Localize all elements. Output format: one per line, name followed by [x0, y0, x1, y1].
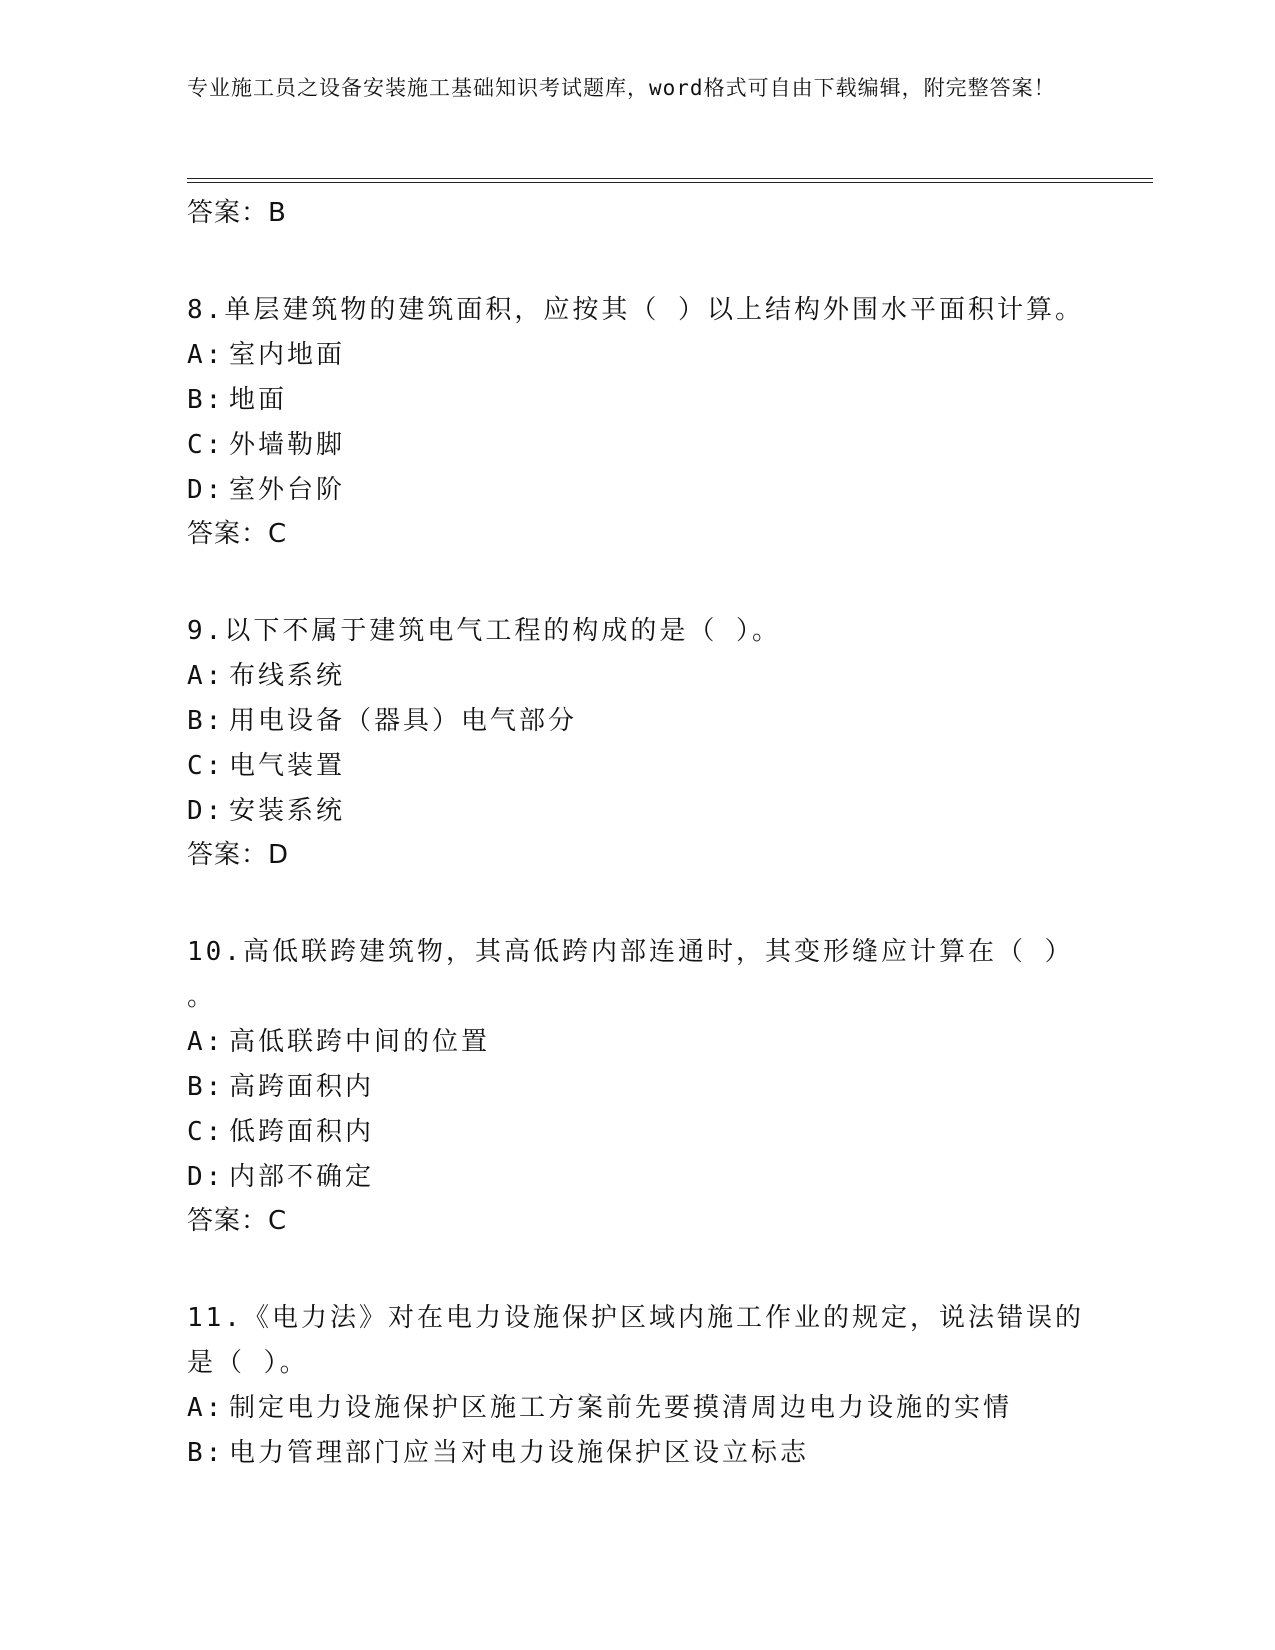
option-text: 低跨面积内: [229, 1117, 375, 1147]
answer-value: C: [268, 519, 287, 549]
option-key: A:: [187, 1027, 225, 1057]
question-stem: [187, 930, 1087, 975]
option-b: [187, 378, 1087, 423]
question-text: 《电力法》对在电力设施保护区域内施工作业的规定，说法错误的: [242, 1303, 1084, 1333]
option-key: B:: [187, 385, 225, 415]
option-a: [187, 1386, 1087, 1431]
question-number: 9.: [187, 616, 225, 646]
question-number: 11.: [187, 1303, 243, 1333]
question-list: [187, 192, 1087, 1476]
option-key: C:: [187, 430, 225, 460]
answer-label: 答案：: [187, 519, 269, 549]
option-text: 制定电力设施保护区施工方案前先要摸清周边电力设施的实情: [229, 1393, 1013, 1423]
question-stem: [187, 609, 1087, 654]
answer-value: B: [268, 198, 286, 228]
option-text: 室内地面: [229, 340, 346, 370]
question-text: 高低联跨建筑物，其高低跨内部连通时，其变形缝应计算在（ ）: [242, 937, 1074, 967]
option-text: 室外台阶: [229, 475, 346, 505]
option-key: A:: [187, 340, 225, 370]
option-text: 内部不确定: [229, 1162, 375, 1192]
option-a: [187, 654, 1087, 699]
option-text: 电力管理部门应当对电力设施保护区设立标志: [229, 1438, 810, 1468]
option-key: D:: [187, 475, 225, 505]
question-stem-continued: 。: [187, 982, 217, 1012]
question-stem: [187, 1296, 1087, 1341]
option-key: A:: [187, 661, 225, 691]
option-b: [187, 699, 1087, 744]
answer-label: 答案：: [187, 1206, 269, 1236]
question-text: 以下不属于建筑电气工程的构成的是（ ）。: [224, 616, 781, 646]
answer-line: [187, 1204, 1087, 1238]
header-divider-bottom: [187, 182, 1153, 183]
answer-value: D: [268, 840, 289, 870]
option-key: D:: [187, 1162, 225, 1192]
option-key: C:: [187, 751, 225, 781]
header-divider-top: [187, 178, 1153, 179]
option-c: [187, 744, 1087, 789]
option-text: 安装系统: [229, 796, 346, 826]
answer-line: [187, 517, 1087, 551]
option-d: [187, 1155, 1087, 1200]
option-key: C:: [187, 1117, 225, 1147]
option-b: [187, 1065, 1087, 1110]
answer-value: C: [268, 1206, 287, 1236]
answer-label: 答案：: [187, 840, 269, 870]
option-a: [187, 1020, 1087, 1065]
answer-label: 答案：: [187, 198, 269, 228]
question-10: [187, 930, 1087, 1020]
option-text: 布线系统: [229, 661, 346, 691]
answer-line: [187, 196, 1087, 230]
option-key: B:: [187, 1438, 225, 1468]
question-number: 10.: [187, 937, 243, 967]
option-d: [187, 468, 1087, 513]
option-text: 电气装置: [229, 751, 346, 781]
question-stem: [187, 288, 1087, 333]
option-text: 高跨面积内: [229, 1072, 375, 1102]
option-text: 外墙勒脚: [229, 430, 346, 460]
question-11: [187, 1296, 1087, 1386]
question-number: 8.: [187, 295, 225, 325]
question-8: [187, 288, 1087, 333]
option-text: 高低联跨中间的位置: [229, 1027, 491, 1057]
option-d: [187, 789, 1087, 834]
option-b: [187, 1431, 1087, 1476]
answer-line: [187, 838, 1087, 872]
option-c: [187, 1110, 1087, 1155]
page-header: 专业施工员之设备安装施工基础知识考试题库，word格式可自由下载编辑，附完整答案！: [187, 76, 1056, 100]
question-stem-continued: 是（ ）。: [187, 1348, 309, 1378]
option-key: A:: [187, 1393, 225, 1423]
option-c: [187, 423, 1087, 468]
option-a: [187, 333, 1087, 378]
question-text: 单层建筑物的建筑面积，应按其（ ）以上结构外围水平面积计算。: [224, 295, 1084, 325]
option-text: 用电设备（器具）电气部分: [229, 706, 578, 736]
question-9: [187, 609, 1087, 654]
option-key: B:: [187, 1072, 225, 1102]
option-key: B:: [187, 706, 225, 736]
option-text: 地面: [229, 385, 288, 415]
option-key: D:: [187, 796, 225, 826]
